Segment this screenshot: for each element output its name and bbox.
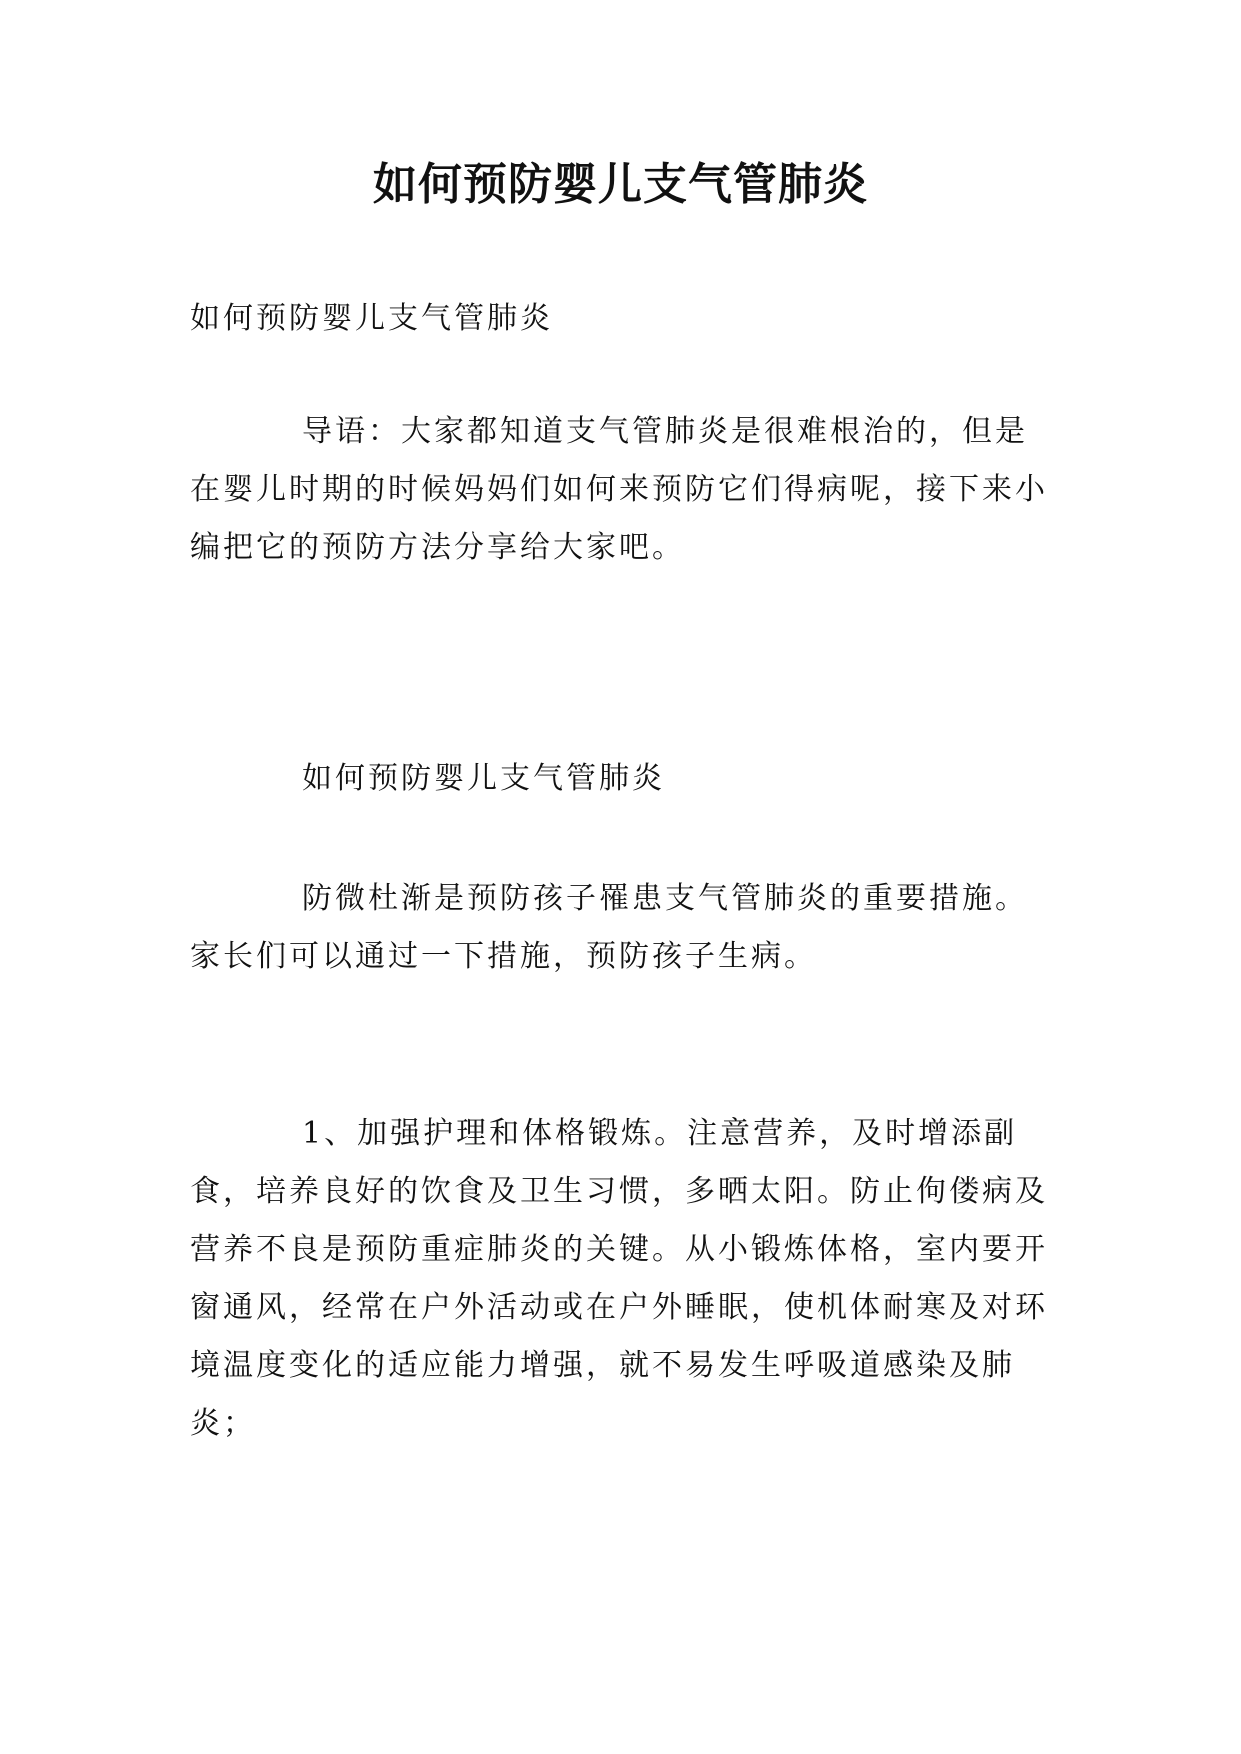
intro-paragraph: 导语：大家都知道支气管肺炎是很难根治的，但是在婴儿时期的时候妈妈们如何来预防它们得病呢，接下来小编把它的预防方法分享给大家吧。 bbox=[190, 414, 1048, 565]
document-title: 如何预防婴儿支气管肺炎 bbox=[373, 159, 868, 210]
section-heading: 如何预防婴儿支气管肺炎 bbox=[302, 761, 665, 796]
list-item-1: 1、加强护理和体格锻炼。注意营养，及时增添副食，培养良好的饮食及卫生习惯，多晒太阳。防止佝偻病及营养不良是预防重症肺炎的关键。从小锻炼体格，室内要开窗通风，经常在户外活动或在户外睡眠，使机体耐寒及对环境温度变化的适应能力增强，就不易发生呼吸道感染及肺炎； bbox=[190, 1116, 1048, 1441]
document-subtitle: 如何预防婴儿支气管肺炎 bbox=[190, 301, 553, 336]
section-lead-paragraph: 防微杜渐是预防孩子罹患支气管肺炎的重要措施。家长们可以通过一下措施，预防孩子生病。 bbox=[190, 881, 1028, 974]
